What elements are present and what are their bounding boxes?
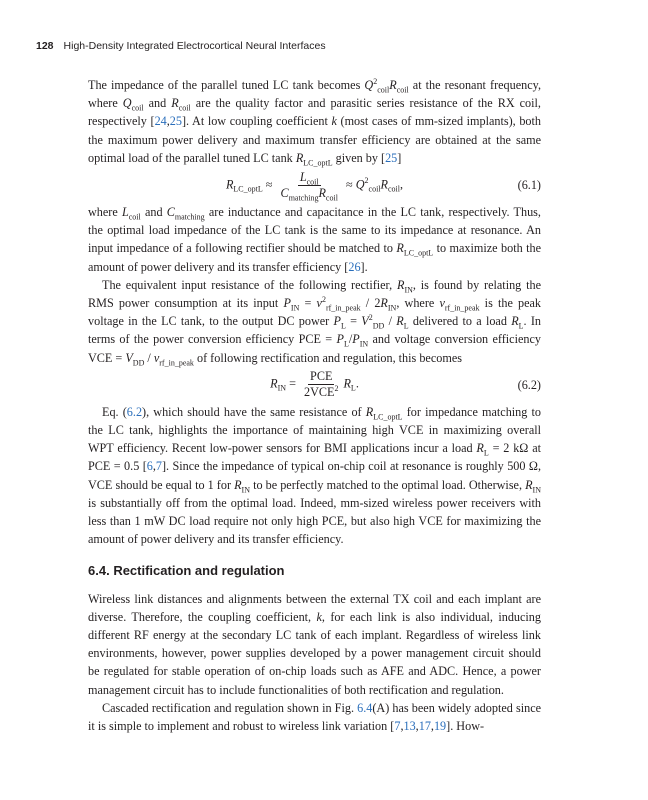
citation-link[interactable]: 24 [154,114,167,129]
equation-link[interactable]: 6.2 [126,404,143,419]
page-number: 128 [36,40,54,52]
figure-link[interactable]: 6.4 [357,700,373,715]
citation-link[interactable]: 19 [433,719,447,734]
citation-link[interactable]: 7 [155,459,162,474]
paragraph-rectification-intro: Wireless link distances and alignments between the external TX coil and each implant are diverse. Therefore, the coupling coefficient, k, for each link is also individual, inducing different RF energy at the secondary LC tank of each implant. Regardless of wireless link environments, however, power supplies developed by a power management circuit should be regulated for stable operation of on-chip loads such as AFE and ADC. Hence, a power management circuit has to include functionalities of both rectification and regulation. [88,591,541,697]
citation-link[interactable]: 25 [385,150,398,165]
citation-link[interactable]: 6 [146,459,153,474]
citation-link[interactable]: 13 [403,719,416,734]
equation-number: (6.2) [517,377,541,392]
paragraph-equivalent-input-resistance: The equivalent input resistance of the following rectifier, $R_{IN}$, is found by relating the RMS power consumption at its input $P_{IN} = v^2_{rf\_in\_peak} / 2R_{IN}$, where $v_{rf\_in\_peak}$ is the peak voltage in the LC tank, to the output DC power $P_L = V^2_{DD} / R_L$ delivered to a load $R_L$. In terms of the power conversion efficiency PCE = $P_L/P_{IN}$ and voltage conversion efficiency VCE = $V_{DD} / v_{rf\_in\_peak}$ of following rectification and regulation, this becomes [88,277,542,368]
citation-link[interactable]: 25 [169,114,182,129]
citation-link[interactable]: 26 [348,259,361,274]
paragraph-optimal-load: where $L_{coil}$ and $C_{matching}$ are inductance and capacitance in the LC tank, respectively. Thus, the optimal load impedance of the LC tank is the same to its impedance at resonance. An input impedance of a following rectifier should be matched to $R_{LC\_optL}$ to maximize both the amount of power delivery and its transfer efficiency [26]. [88,205,542,274]
equation-number: (6.1) [517,177,541,192]
citation-link[interactable]: 17 [418,719,431,734]
page-body [88,76,541,735]
equation-6-2: $R_{IN}$ = $\frac{\text{PCE}}{2VCE^2}$ $R_L$. (6.2) [270,369,541,400]
paragraph-cascaded-rectification: Cascaded rectification and regulation shown in Fig. 6.4(A) has been widely adopted since it is simple to implement and robust to wireless link variation [7,13,17,19]. How- [88,700,542,734]
section-heading: 6.4. Rectification and regulation [88,563,285,579]
paragraph-vce-importance: Eq. (6.2), which should have the same resistance of $R_{LC\_optL}$ for impedance matching to the LC tank, highlights the importance of maintaining high VCE in maximizing overall WPT efficiency. Recent low-power sensors for BMI applications incur a load $R_L = 2$ kΩ at PCE = 0.5 [6,7]. Since the impedance of typical on-chip coil at resonance is roughly 500 Ω, VCE should be equal to 1 for $R_{IN}$ to be perfectly matched to the optimal load. Otherwise, $R_{IN}$ is substantially off from the optimal load. Indeed, mm-sized wireless power receivers with less than 1 mW DC load require not only high PCE, but also high VCE for maximizing the amount of power delivery and its transfer efficiency. [88,404,541,547]
paragraph-lc-tank-impedance: The impedance of the parallel tuned LC tank becomes $Q^2_{coil}R_{coil}$ at the resonant frequency, where $Q_{coil}$ and $R_{coil}$ are the quality factor and parasitic series resistance of the RX coil, respectively [24,25]. At low coupling coefficient k (most cases of mm-sized implants), both the maximum power delivery and maximum transfer efficiency are obtained at the same optimal load of the parallel tuned LC tank $R_{LC\_optL}$ given by [25] [88,76,542,168]
running-header [36,40,326,52]
citation-link[interactable]: 7 [394,719,401,734]
running-title: High-Density Integrated Electrocortical Neural Interfaces [63,40,326,52]
equation-6-1: $R_{LC\_optL}$ ≈ $\frac{L_{coil}}{C_{matching}R_{coil}}$ ≈ $Q^2_{coil}R_{coil}$, (6.1) [225,169,541,202]
